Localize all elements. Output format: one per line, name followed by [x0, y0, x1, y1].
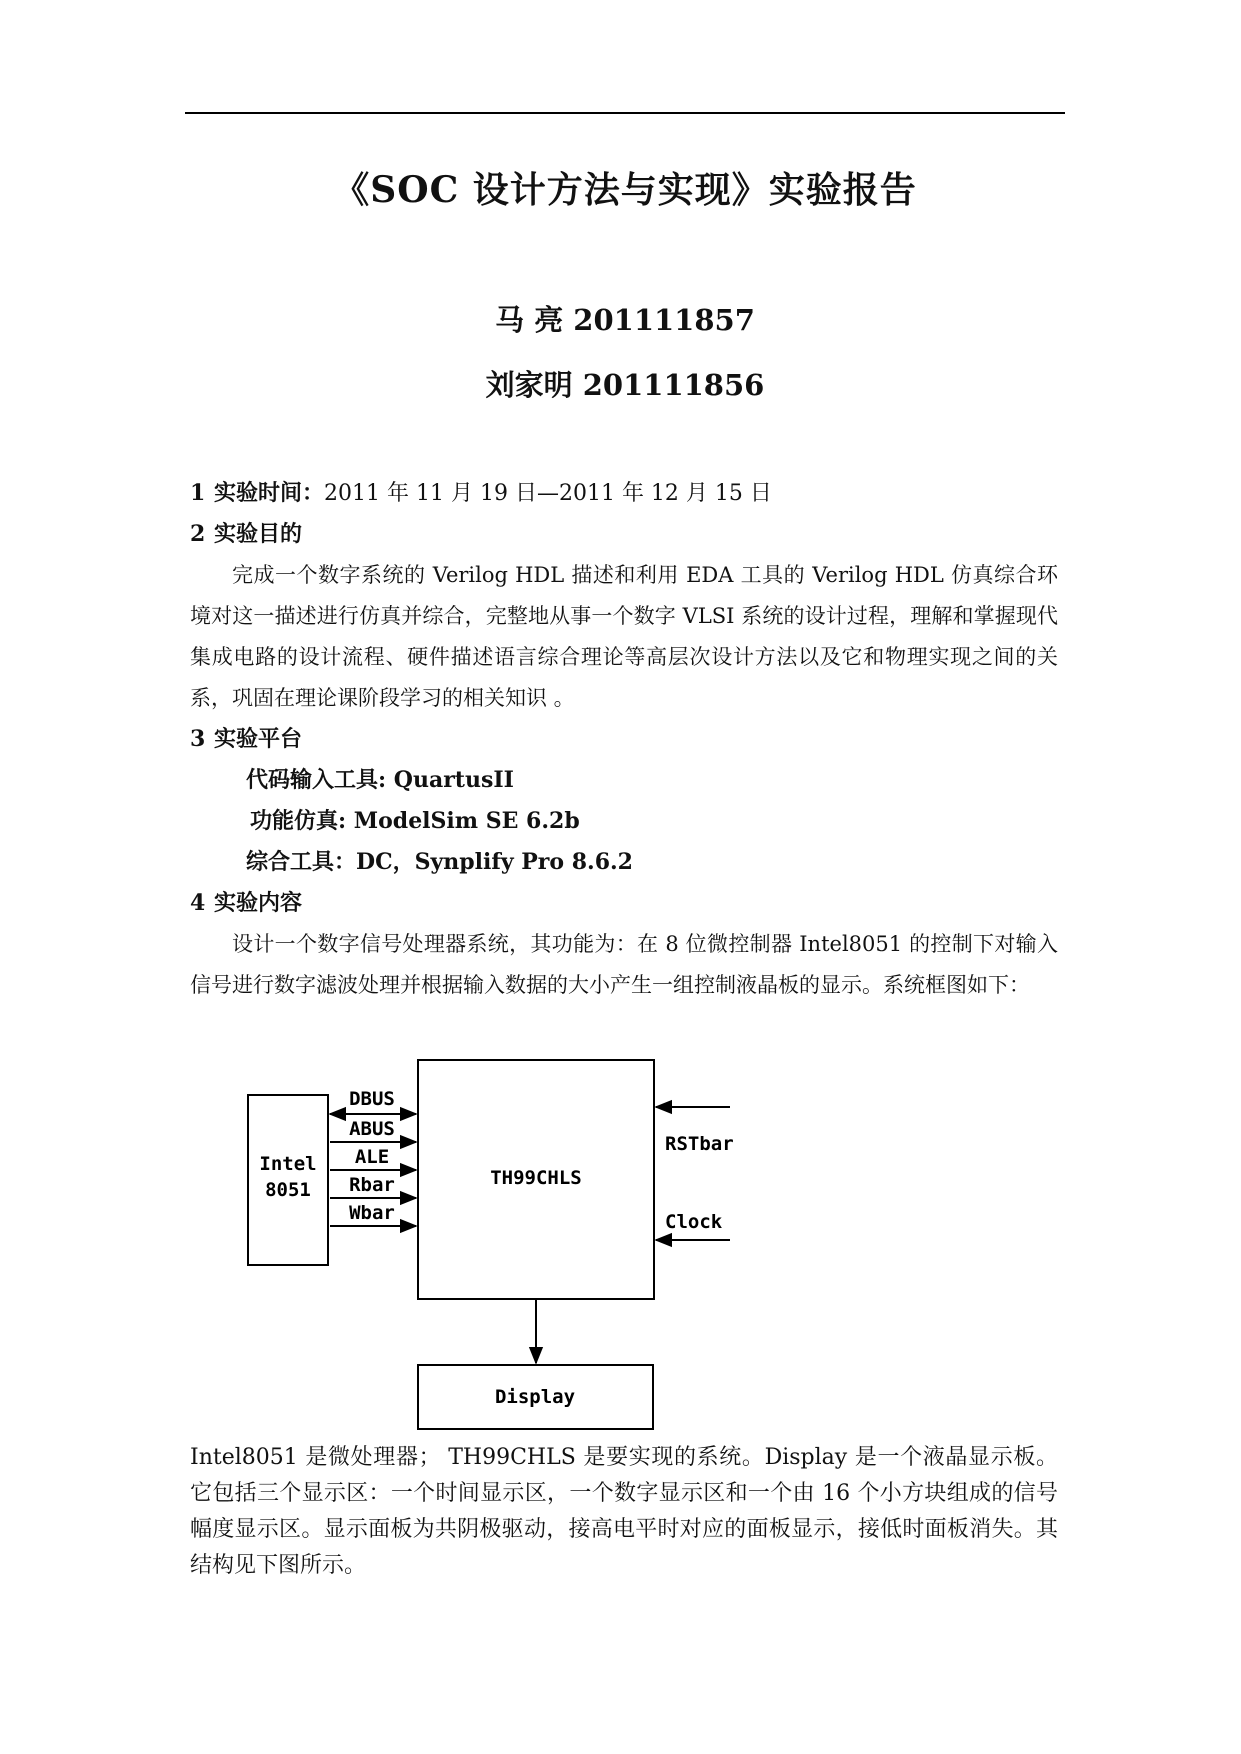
abus-label: ABUS	[349, 1118, 395, 1140]
section-2-number: 2	[190, 521, 206, 547]
system-description: Intel8051 是微处理器； TH99CHLS 是要实现的系统。Display 是一个液晶显示板。它包括三个显示区：一个时间显示区，一个数字显示区和一个由 16 个小方块组成的信号幅度显示区。显示面板为共阴极驱动，接高电平时对应的面板显示，接低时面板消失。其结构见下图所示。	[190, 1445, 1058, 1578]
clock-label: Clock	[665, 1211, 723, 1233]
section-1-content: 2011 年 11 月 19 日—2011 年 12 月 15 日	[324, 481, 772, 506]
section-2-heading-row	[190, 514, 1058, 555]
author-1: 马 亮 201111857	[495, 303, 755, 337]
ale-label: ALE	[354, 1146, 390, 1168]
section-1-number: 1	[190, 480, 206, 506]
section-2-paragraph: 完成一个数字系统的 Verilog HDL 描述和利用 EDA 工具的 Verilog HDL 仿真综合环境对这一描述进行仿真并综合，完整地从事一个数字 VLSI 系统的设计过程，理解和掌握现代集成电路的设计流程、硬件描述语言综合理论等高层次设计方法以及它和物理实现之间的关系，巩固在理论课阶段学习的相关知识 。	[190, 563, 1058, 710]
intel8051-label-line2: 8051	[265, 1179, 311, 1201]
section-4-heading-row	[190, 883, 1058, 924]
section-3-heading-row	[190, 719, 1058, 760]
rstbar-label: RSTbar	[665, 1133, 734, 1155]
section-1	[190, 473, 1058, 514]
report-body	[190, 473, 1058, 1006]
dbus-label: DBUS	[349, 1088, 395, 1110]
th99chls-label: TH99CHLS	[490, 1167, 582, 1189]
section-4-heading: 实验内容	[214, 890, 303, 916]
tool-simulation: 功能仿真: ModelSim SE 6.2b	[250, 808, 580, 834]
wbar-label: Wbar	[349, 1202, 395, 1224]
intel8051-label-line1: Intel	[259, 1153, 317, 1175]
author-2: 刘家明 201111856	[485, 368, 765, 402]
system-block-diagram	[240, 1040, 760, 1440]
section-2-heading: 实验目的	[214, 521, 303, 547]
display-label: Display	[494, 1386, 576, 1408]
section-4-number: 4	[190, 890, 206, 916]
header-rule	[185, 112, 1065, 114]
rbar-label: Rbar	[349, 1174, 395, 1196]
tool-code-input: 代码输入工具: QuartusII	[246, 767, 514, 793]
report-title: 《SOC 设计方法与实现》实验报告	[333, 169, 917, 211]
section-3-number: 3	[190, 726, 206, 752]
section-1-heading: 实验时间：	[214, 480, 325, 506]
section-4-paragraph: 设计一个数字信号处理器系统，其功能为：在 8 位微控制器 Intel8051 的控制下对输入信号进行数字滤波处理并根据输入数据的大小产生一组控制液晶板的显示。系统框图如下：	[190, 932, 1058, 997]
section-3-heading: 实验平台	[214, 726, 303, 752]
tool-synthesis: 综合工具：DC，Synplify Pro 8.6.2	[246, 849, 633, 875]
